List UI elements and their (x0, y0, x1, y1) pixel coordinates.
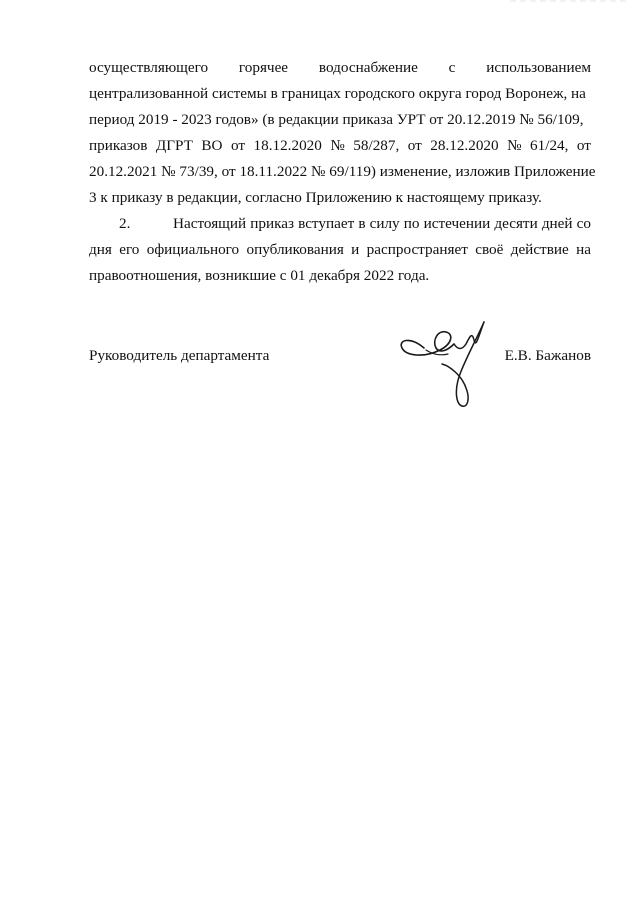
word: распространяет (366, 241, 468, 258)
word: ВО (201, 137, 223, 154)
word: на (576, 241, 591, 258)
word: горячее (238, 59, 289, 76)
word: по (403, 215, 420, 232)
word: действие (510, 241, 569, 258)
paragraph-2-first-line (89, 211, 591, 237)
word: ДГРТ (155, 137, 193, 154)
text-line (89, 237, 591, 263)
signer-position: Руководитель департамента (89, 347, 270, 364)
text-line: 20.12.2021 № 73/39, от 18.11.2022 № 69/119) изменение, изложив Приложение (89, 163, 596, 180)
word: осуществляющего (89, 59, 209, 76)
word: № (330, 137, 345, 154)
word: в (358, 215, 366, 232)
word: истечении (423, 215, 491, 232)
word: опубликования (246, 241, 344, 258)
word: с (448, 59, 456, 76)
handwritten-signature (396, 314, 498, 410)
word: десяти (494, 215, 538, 232)
word: дней (541, 215, 573, 232)
word: приказов (89, 137, 148, 154)
word: со (576, 215, 591, 232)
word: от (576, 137, 591, 154)
scan-edge-mark (510, 0, 630, 4)
word: водоснабжение (318, 59, 418, 76)
word: приказ (250, 215, 294, 232)
word: от (231, 137, 246, 154)
word: 61/24, (530, 137, 569, 154)
word: своё (475, 241, 504, 258)
word: 58/287, (353, 137, 400, 154)
paragraph-2-words (173, 211, 591, 237)
word: и (351, 241, 360, 258)
word: его (119, 241, 140, 258)
word: дня (89, 241, 112, 258)
word: от (407, 137, 422, 154)
text-line: 3 к приказу в редакции, согласно Приложению к настоящему приказу. (89, 189, 542, 206)
word: 18.12.2020 (253, 137, 322, 154)
word: официального (146, 241, 240, 258)
word: использованием (486, 59, 591, 76)
text-line (89, 55, 591, 81)
word: силу (369, 215, 400, 232)
text-line (89, 133, 591, 159)
text-line: период 2019 - 2023 годов» (в редакции приказа УРТ от 20.12.2019 № 56/109, (89, 111, 584, 128)
word: № (507, 137, 522, 154)
document-body (89, 55, 596, 289)
text-line: централизованной системы в границах городского округа город Воронеж, на (89, 85, 586, 102)
paragraph-number: 2. (119, 215, 131, 232)
text-line: правоотношения, возникшие с 01 декабря 2022 года. (89, 267, 430, 284)
word: Настоящий (173, 215, 247, 232)
word: 28.12.2020 (430, 137, 499, 154)
signer-name: Е.В. Бажанов (504, 347, 591, 364)
word: вступает (298, 215, 355, 232)
